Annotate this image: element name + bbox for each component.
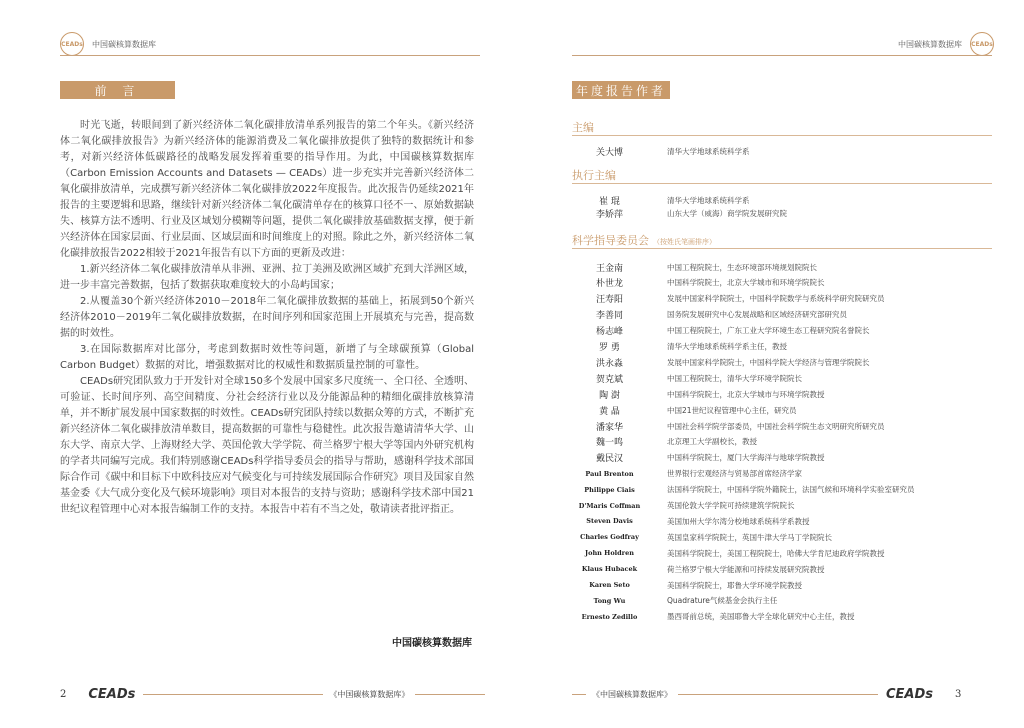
- preface-paragraph: 1.新兴经济体二氧化碳排放清单从非洲、亚洲、拉丁美洲及欧洲区域扩充到大洋洲区域，进一步丰富完善数据，包括了数据获取难度较大的小岛屿国家；: [60, 264, 474, 291]
- author-affiliation: 清华大学地球系统科学系: [667, 195, 750, 205]
- author-row: [572, 453, 992, 463]
- author-affiliation: 清华大学地球系统科学系: [667, 146, 750, 156]
- author-name: D'Maris Coffman: [578, 501, 641, 510]
- author-name: 朴世龙: [595, 279, 623, 290]
- author-row: [572, 532, 992, 542]
- author-name: Klaus Hubacek: [581, 565, 638, 574]
- author-affiliation: 世界银行宏观经济与贸易部首席经济学家: [667, 469, 802, 479]
- author-name: 洪永淼: [595, 358, 623, 369]
- author-affiliation: 法国科学院院士，中国科学院外籍院士，法国气候和环境科学实验室研究员: [667, 485, 915, 495]
- author-affiliation: 英国伦敦大学学院可持续建筑学院院长: [667, 501, 795, 510]
- right-header: [898, 33, 994, 55]
- author-row: [572, 405, 992, 415]
- author-name: 贺克斌: [595, 374, 623, 385]
- author-affiliation: Quadrature气候基金会执行主任: [667, 596, 778, 606]
- chief-editor-label: 主编: [572, 121, 594, 134]
- author-affiliation: 中国工程院院士，生态环境部环境规划院院长: [667, 262, 817, 272]
- author-affiliation: 美国科学院院士，美国工程院院士，哈佛大学肯尼迪政府学院教授: [667, 548, 885, 558]
- author-row: [572, 373, 992, 383]
- author-name: 关大博: [595, 147, 623, 158]
- author-name: Philippe Ciais: [584, 485, 635, 494]
- author-row: [572, 342, 992, 352]
- author-row: [572, 146, 992, 156]
- footer-rule: [143, 694, 323, 695]
- author-row: [572, 548, 992, 558]
- author-row: [572, 326, 992, 336]
- author-name: 潘家华: [595, 422, 623, 433]
- right-page-number: 3: [955, 689, 962, 700]
- author-affiliation: 发展中国家科学院院士，中国科学院大学经济与管理学院院长: [667, 357, 870, 367]
- author-row: [572, 564, 992, 574]
- author-name: 陶 澍: [599, 390, 620, 401]
- author-row: [572, 278, 992, 288]
- author-affiliation: 美国科学院院士，耶鲁大学环境学院教授: [667, 580, 802, 590]
- left-footer: [60, 687, 485, 702]
- author-name: 崔 琨: [599, 196, 620, 207]
- left-header-title: 中国碳核算数据库: [92, 39, 156, 49]
- right-page: [512, 0, 1024, 728]
- author-row: [572, 437, 992, 447]
- preface-paragraph: CEADs研究团队致力于开发针对全球150多个发展中国家多尺度统一、全口径、全透明、可验证、长时间序列、高空间精度、分社会经济行业以及分能源品种的精细化碳排放核算清单，并不断扩展发展中国家数据的时效性。CEADs研究团队持续以数据众筹的方式，不断扩充新兴经济体二氧化碳排放清单数目，提高数据的可靠性与稳健性。此次报告邀请清华大学、山东大学、南京大学、上海财经大学、英国伦敦大学学院、荷兰格罗宁根大学等国内外研究机构的学者共同编写完成。我们特别感谢CEADs科学指导委员会的指导与帮助，感谢科学技术部国际合作司《碳中和目标下中欧科技应对气候变化与可持续发展国际合作研究》项目及国家自然基金委《大气成分变化及气候环境影响》项目对本报告的支持与资助；感谢科学技术部中国21世纪议程管理中心对本报告编制工作的支持。本报告中若有不当之处，敬请读者批评指正。: [60, 376, 474, 515]
- preface-signature: 中国碳核算数据库: [392, 638, 472, 649]
- committee-label-text: 科学指导委员会: [572, 234, 649, 247]
- footer-rule: [572, 694, 586, 695]
- author-row: [572, 501, 992, 511]
- author-name: John Holdren: [585, 549, 634, 558]
- author-row: [572, 596, 992, 606]
- author-row: [572, 262, 992, 272]
- author-row: [572, 612, 992, 622]
- right-header-rule: [572, 55, 992, 56]
- footer-rule: [415, 694, 485, 695]
- footer-book-title: 《中国碳核算数据库》: [592, 690, 672, 699]
- right-footer: [572, 687, 961, 702]
- author-affiliation: 中国工程院院士，清华大学环境学院院长: [667, 373, 802, 383]
- author-affiliation: 中国21世纪议程管理中心主任，研究员: [667, 405, 797, 415]
- author-row: [572, 294, 992, 304]
- author-row: [572, 580, 992, 590]
- preface-paragraph: 时光飞逝，转眼间到了新兴经济体二氧化碳排放清单系列报告的第二个年头。《新兴经济体二氧化碳排放报告》为新兴经济体的能源消费及二氧化碳排放提供了独特的数据统计和参考，对新兴经济体低碳路径的战略发展发挥着重要的指导作用。为此，中国碳核算数据库（Carbon Emission Accounts and Datasets — CEADs）进一步充实并完善新兴经济体二氧化碳排放清单，完成撰写新兴经济体二氧化碳排放2022年度报告。此次报告仍延续2021年报告的主要逻辑和思路，继续针对新兴经济体二氧化碳清单存在的核算口径不一、原始数据缺失、核算方法不透明、行业及区域划分模糊等问题，提供二氧化碳排放基础数据支撑，便于新兴经济体在国家层面、行业层面、区域层面和时间维度上的对照。除此之外，新兴经济体二氧化碳排放报告2022相较于2021年报告有以下方面的更新及改进：: [60, 120, 474, 259]
- author-name: 戴民汉: [595, 454, 623, 465]
- role-rule: [572, 248, 992, 249]
- author-affiliation: 英国皇家科学院院士，英国牛津大学马丁学院院长: [667, 532, 832, 542]
- author-name: 罗 勇: [599, 343, 620, 353]
- right-header-title: 中国碳核算数据库: [898, 39, 962, 49]
- author-affiliation: 中国科学院院士，厦门大学海洋与地球学院教授: [667, 453, 825, 463]
- ceads-logo-icon: CEADs: [60, 32, 84, 56]
- author-name: Paul Brenton: [585, 469, 634, 478]
- author-name: 李娇萍: [595, 209, 623, 220]
- footer-rule: [678, 694, 878, 695]
- author-affiliation: 山东大学（威海）商学院发展研究院: [667, 208, 787, 218]
- author-affiliation: 墨西哥前总统，美国耶鲁大学全球化研究中心主任，教授: [667, 612, 855, 622]
- author-row: [572, 208, 992, 218]
- author-affiliation: 美国加州大学尔湾分校地球系统科学系教授: [667, 516, 810, 526]
- author-name: Steven Davis: [586, 517, 633, 526]
- author-row: [572, 421, 992, 431]
- preface-body: [60, 118, 474, 518]
- committee-label: [572, 232, 716, 248]
- author-affiliation: 荷兰格罗宁根大学能源和可持续发展研究院教授: [667, 564, 825, 574]
- author-name: Karen Seto: [589, 581, 630, 589]
- author-name: Charles Godfray: [580, 533, 639, 542]
- author-row: [572, 195, 992, 205]
- footer-book-title: 《中国碳核算数据库》: [329, 690, 410, 699]
- author-name: Ernesto Zedillo: [581, 612, 638, 621]
- author-row: [572, 469, 992, 479]
- author-name: 魏一鸣: [595, 438, 623, 449]
- author-row: [572, 516, 992, 526]
- role-rule: [572, 183, 992, 184]
- author-affiliation: 中国科学院院士，北京大学城市和环境学院院长: [667, 278, 825, 288]
- author-row: [572, 485, 992, 495]
- exec-editor-label: 执行主编: [572, 169, 616, 182]
- preface-paragraph: 2.从覆盖30个新兴经济体2010－2018年二氧化碳排放数据的基础上，拓展到50个新兴经济体2010－2019年二氧化碳排放数据，在时间序列和国家范围上开展填充与完善，提高数据的时效性。: [60, 296, 474, 339]
- author-affiliation: 清华大学地球系统科学系主任，教授: [667, 342, 787, 351]
- left-header: [60, 33, 156, 55]
- author-affiliation: 中国科学院院士，北京大学城市与环境学院教授: [667, 389, 825, 399]
- preface-title: 前 言: [60, 81, 175, 99]
- footer-brand-logo: CEADs: [88, 687, 136, 702]
- committee-note: （按姓氏笔画排序）: [653, 238, 716, 246]
- author-affiliation: 国务院发展研究中心发展战略和区域经济研究部研究员: [667, 310, 847, 320]
- left-header-rule: [60, 55, 480, 56]
- author-affiliation: 发展中国家科学院院士，中国科学院数学与系统科学研究院研究员: [667, 294, 885, 304]
- authors-title: 年度报告作者: [572, 81, 670, 99]
- footer-brand-logo: CEADs: [886, 687, 934, 702]
- author-name: 李善同: [595, 311, 623, 322]
- role-rule: [572, 135, 992, 136]
- author-row: [572, 310, 992, 320]
- author-name: 黄 晶: [599, 406, 620, 417]
- author-name: 杨志峰: [595, 327, 623, 338]
- author-name: Tong Wu: [593, 596, 626, 605]
- author-affiliation: 北京理工大学副校长，教授: [667, 437, 757, 447]
- left-page-number: 2: [60, 689, 67, 700]
- author-name: 王金南: [595, 263, 623, 274]
- author-row: [572, 389, 992, 399]
- author-affiliation: 中国社会科学院学部委员，中国社会科学院生态文明研究所研究员: [667, 421, 885, 431]
- author-row: [572, 357, 992, 367]
- author-name: 汪寿阳: [595, 295, 623, 306]
- author-affiliation: 中国工程院院士，广东工业大学环境生态工程研究院名誉院长: [667, 326, 870, 336]
- ceads-logo-icon: CEADs: [970, 32, 994, 56]
- preface-paragraph: 3.在国际数据库对比部分，考虑到数据时效性等问题，新增了与全球碳预算（Global Carbon Budget）数据的对比，增强数据对比的权威性和数据质量控制的可靠性。: [60, 344, 474, 371]
